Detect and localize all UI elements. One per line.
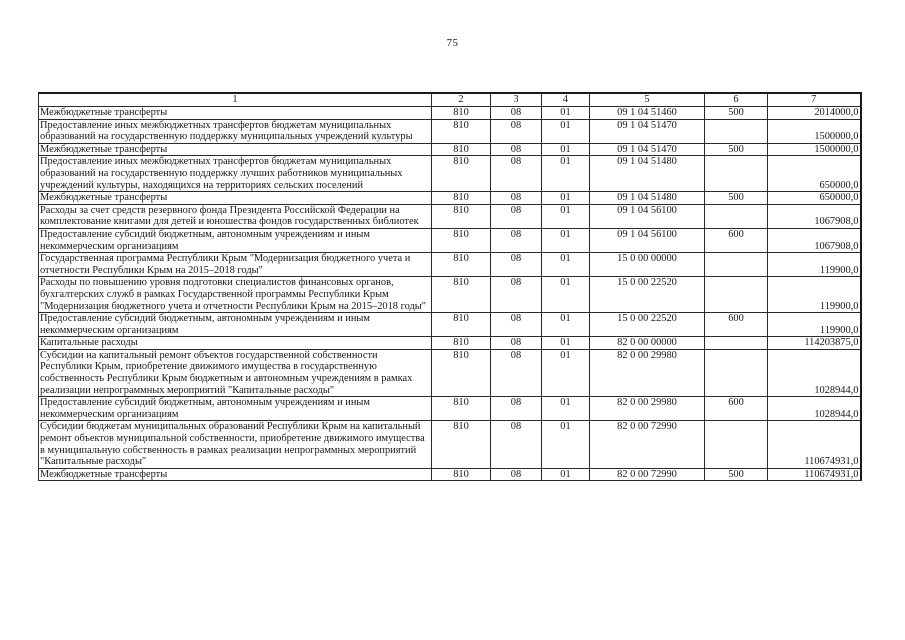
cell-expense-kind: 500: [705, 468, 768, 481]
cell-expense-kind: [705, 253, 768, 277]
cell-expense-kind: [705, 421, 768, 468]
cell-subsection-code: 01: [542, 156, 590, 192]
cell-admin-code: 810: [432, 143, 491, 156]
cell-target-code: 09 1 04 56100: [590, 228, 705, 252]
cell-subsection-code: 01: [542, 349, 590, 396]
table-header-row: [39, 93, 861, 107]
cell-section-code: 08: [491, 228, 542, 252]
table-row: [39, 337, 861, 350]
table-row: [39, 468, 861, 481]
cell-amount: 110674931,0: [768, 468, 861, 481]
cell-name: Капитальные расходы: [39, 337, 432, 350]
cell-amount: 650000,0: [768, 156, 861, 192]
cell-subsection-code: 01: [542, 192, 590, 205]
cell-section-code: 08: [491, 143, 542, 156]
cell-section-code: 08: [491, 313, 542, 337]
cell-admin-code: 810: [432, 228, 491, 252]
cell-amount: 110674931,0: [768, 421, 861, 468]
cell-expense-kind: [705, 156, 768, 192]
cell-admin-code: 810: [432, 204, 491, 228]
cell-name: Государственная программа Республики Крым "Модернизация бюджетного учета и отчетности Республики Крым на 2015–2018 годы": [39, 253, 432, 277]
cell-admin-code: 810: [432, 337, 491, 350]
cell-name: Предоставление иных межбюджетных трансфертов бюджетам муниципальных образований на государственную поддержку муниципальных учреждений культуры: [39, 119, 432, 143]
cell-section-code: 08: [491, 119, 542, 143]
cell-section-code: 08: [491, 204, 542, 228]
cell-admin-code: 810: [432, 107, 491, 120]
cell-subsection-code: 01: [542, 468, 590, 481]
cell-expense-kind: [705, 204, 768, 228]
cell-admin-code: 810: [432, 421, 491, 468]
cell-amount: 1500000,0: [768, 119, 861, 143]
cell-section-code: 08: [491, 156, 542, 192]
cell-subsection-code: 01: [542, 397, 590, 421]
cell-amount: 119900,0: [768, 313, 861, 337]
column-header-section: 3: [491, 93, 542, 107]
column-header-admin: 2: [432, 93, 491, 107]
cell-target-code: 15 0 00 22520: [590, 313, 705, 337]
cell-target-code: 82 0 00 29980: [590, 349, 705, 396]
cell-section-code: 08: [491, 349, 542, 396]
page-number: 75: [446, 37, 459, 49]
cell-subsection-code: 01: [542, 313, 590, 337]
table-row: [39, 107, 861, 120]
cell-subsection-code: 01: [542, 277, 590, 313]
cell-target-code: 82 0 00 00000: [590, 337, 705, 350]
cell-name: Субсидии на капитальный ремонт объектов государственной собственности Республики Крым, приобретение движимого имущества в государственную собственность Республики Крым бюджетным и автономным учреждениям в рамках реализации непрограммных мероприятий "Капитальные расходы": [39, 349, 432, 396]
cell-target-code: 09 1 04 51470: [590, 119, 705, 143]
cell-amount: 119900,0: [768, 277, 861, 313]
cell-subsection-code: 01: [542, 228, 590, 252]
cell-target-code: 09 1 04 51470: [590, 143, 705, 156]
cell-expense-kind: [705, 337, 768, 350]
cell-expense-kind: 500: [705, 143, 768, 156]
column-header-subsection: 4: [542, 93, 590, 107]
cell-section-code: 08: [491, 192, 542, 205]
cell-amount: 1028944,0: [768, 397, 861, 421]
table-row: [39, 277, 861, 313]
cell-admin-code: 810: [432, 277, 491, 313]
cell-amount: 2014000,0: [768, 107, 861, 120]
cell-name: Расходы за счет средств резервного фонда Президента Российской Федерации на комплектование книгами для детей и юношества фондов государственных библиотек: [39, 204, 432, 228]
column-header-target: 5: [590, 93, 705, 107]
cell-target-code: 15 0 00 22520: [590, 277, 705, 313]
cell-name: Предоставление субсидий бюджетным, автономным учреждениям и иным некоммерческим организациям: [39, 228, 432, 252]
cell-subsection-code: 01: [542, 253, 590, 277]
cell-amount: 114203875,0: [768, 337, 861, 350]
cell-expense-kind: 600: [705, 313, 768, 337]
cell-name: Субсидии бюджетам муниципальных образований Республики Крым на капитальный ремонт объектов муниципальной собственности, приобретение движимого имущества в муниципальную собственность в рамках реализации непрограммных мероприятий "Капитальные расходы": [39, 421, 432, 468]
cell-amount: 1067908,0: [768, 228, 861, 252]
table-row: [39, 421, 861, 468]
column-header-kind: 6: [705, 93, 768, 107]
cell-admin-code: 810: [432, 192, 491, 205]
cell-target-code: 15 0 00 00000: [590, 253, 705, 277]
cell-name: Межбюджетные трансферты: [39, 143, 432, 156]
cell-section-code: 08: [491, 107, 542, 120]
table-row: [39, 253, 861, 277]
cell-target-code: 09 1 04 51460: [590, 107, 705, 120]
budget-table: [38, 92, 862, 481]
cell-section-code: 08: [491, 397, 542, 421]
cell-name: Предоставление субсидий бюджетным, автономным учреждениям и иным некоммерческим организациям: [39, 313, 432, 337]
cell-name: Предоставление субсидий бюджетным, автономным учреждениям и иным некоммерческим организациям: [39, 397, 432, 421]
cell-amount: 1500000,0: [768, 143, 861, 156]
cell-subsection-code: 01: [542, 421, 590, 468]
cell-name: Межбюджетные трансферты: [39, 192, 432, 205]
cell-admin-code: 810: [432, 253, 491, 277]
cell-section-code: 08: [491, 468, 542, 481]
cell-subsection-code: 01: [542, 337, 590, 350]
table-row: [39, 156, 861, 192]
cell-target-code: 09 1 04 51480: [590, 192, 705, 205]
cell-admin-code: 810: [432, 349, 491, 396]
cell-amount: 650000,0: [768, 192, 861, 205]
cell-section-code: 08: [491, 277, 542, 313]
cell-section-code: 08: [491, 421, 542, 468]
table-row: [39, 397, 861, 421]
table-row: [39, 228, 861, 252]
cell-expense-kind: 600: [705, 228, 768, 252]
cell-subsection-code: 01: [542, 107, 590, 120]
column-header-name: 1: [39, 93, 432, 107]
cell-expense-kind: 600: [705, 397, 768, 421]
table-row: [39, 204, 861, 228]
cell-amount: 1067908,0: [768, 204, 861, 228]
cell-admin-code: 810: [432, 397, 491, 421]
cell-admin-code: 810: [432, 119, 491, 143]
cell-expense-kind: [705, 119, 768, 143]
cell-admin-code: 810: [432, 156, 491, 192]
cell-admin-code: 810: [432, 468, 491, 481]
cell-admin-code: 810: [432, 313, 491, 337]
cell-target-code: 82 0 00 29980: [590, 397, 705, 421]
cell-name: Расходы по повышению уровня подготовки специалистов финансовых органов, бухгалтерских служб в рамках Государственной программы Республики Крым "Модернизация бюджетного учета и отчетности Республики Крым на 2015–2018 годы": [39, 277, 432, 313]
cell-target-code: 82 0 00 72990: [590, 468, 705, 481]
cell-expense-kind: 500: [705, 192, 768, 205]
column-header-amount: 7: [768, 93, 861, 107]
cell-amount: 1028944,0: [768, 349, 861, 396]
cell-section-code: 08: [491, 253, 542, 277]
cell-name: Предоставление иных межбюджетных трансфертов бюджетам муниципальных образований на государственную поддержку лучших работников муниципальных учреждений культуры, находящихся на территориях сельских поселений: [39, 156, 432, 192]
table-row: [39, 119, 861, 143]
table-row: [39, 192, 861, 205]
table-row: [39, 143, 861, 156]
cell-target-code: 09 1 04 51480: [590, 156, 705, 192]
cell-subsection-code: 01: [542, 143, 590, 156]
budget-table-body: [39, 93, 861, 481]
cell-target-code: 82 0 00 72990: [590, 421, 705, 468]
table-row: [39, 349, 861, 396]
cell-expense-kind: [705, 349, 768, 396]
table-row: [39, 313, 861, 337]
cell-subsection-code: 01: [542, 119, 590, 143]
cell-expense-kind: 500: [705, 107, 768, 120]
cell-section-code: 08: [491, 337, 542, 350]
cell-name: Межбюджетные трансферты: [39, 107, 432, 120]
cell-name: Межбюджетные трансферты: [39, 468, 432, 481]
cell-amount: 119900,0: [768, 253, 861, 277]
cell-target-code: 09 1 04 56100: [590, 204, 705, 228]
cell-subsection-code: 01: [542, 204, 590, 228]
cell-expense-kind: [705, 277, 768, 313]
